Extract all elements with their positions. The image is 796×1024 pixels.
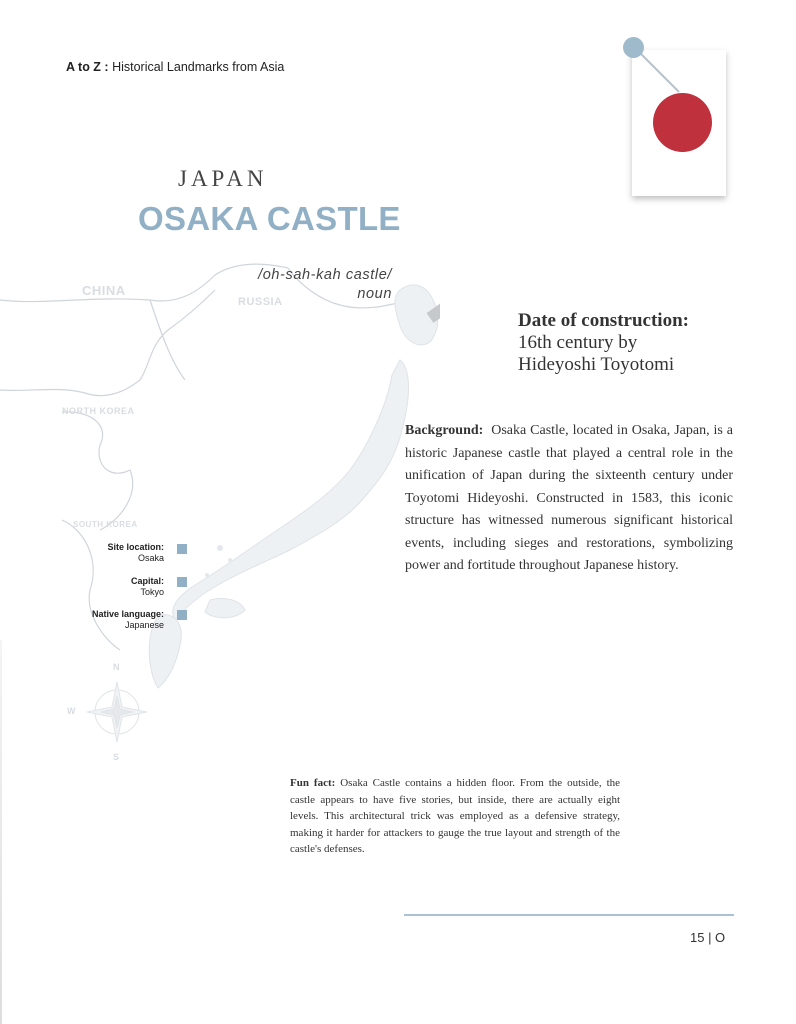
date-line-2: Hideyoshi Toyotomi: [518, 354, 675, 375]
date-line-1: 16th century by: [518, 332, 638, 353]
page-title: OSAKA CASTLE: [138, 200, 401, 237]
fact-capital: [60, 576, 164, 598]
footer-rule: [404, 914, 734, 916]
fact-native-language: [60, 609, 164, 631]
fact-value: Japanese: [124, 620, 164, 630]
fact-label: Site location:: [107, 542, 164, 552]
japan-map: [0, 250, 440, 770]
background-text: Osaka Castle, located in Osaka, Japan, is a historic Japanese castle that played a central role in the unification of Japan during the sixteenth century under Toyotomi Hideyoshi. Constructed in 1583, this iconic structure has witnessed numerous significant historical events, including sieges and restorations, symbolizing power and fortitude throughout Japanese history.: [405, 423, 733, 573]
date-of-construction: [518, 310, 689, 376]
page-edge: [0, 640, 2, 1024]
map-label-russia: RUSSIA: [238, 296, 283, 308]
page-header: [66, 60, 284, 74]
fact-bullet: [177, 577, 187, 587]
fun-fact: [290, 775, 620, 858]
pronunciation: [258, 266, 392, 304]
header-text: Historical Landmarks from Asia: [112, 60, 285, 74]
compass-rose-icon: [87, 682, 147, 742]
map-label-south-korea: SOUTH KOREA: [73, 520, 138, 529]
map-label-china: CHINA: [82, 283, 126, 298]
fact-value: Tokyo: [140, 587, 164, 597]
pushpin-icon: [623, 37, 644, 58]
fact-bullet: [177, 610, 187, 620]
map-label-north-korea: NORTH KOREA: [62, 406, 135, 416]
shikoku: [205, 598, 245, 617]
compass-s: S: [113, 752, 120, 762]
flag-sun: [653, 93, 712, 152]
part-of-speech: noun: [357, 286, 392, 302]
fact-site-location: [60, 542, 164, 564]
fun-fact-label: Fun fact:: [290, 777, 336, 789]
fun-fact-text: Osaka Castle contains a hidden floor. From the outside, the castle appears to have five stories, but inside, there are actually eight levels. This architectural trick was employed as a defensive strategy, making it harder for attackers to gauge the true layout and strength of the castle's defenses.: [290, 777, 621, 855]
fact-label: Native language:: [91, 609, 164, 619]
phonetic: /oh-sah-kah castle/: [258, 267, 392, 283]
compass-w: W: [67, 706, 76, 716]
compass-n: N: [113, 662, 120, 672]
page-number: 15 | O: [690, 930, 726, 945]
fact-value: Osaka: [137, 553, 164, 563]
date-label: Date of construction:: [518, 310, 689, 331]
header-prefix: A to Z :: [66, 60, 109, 74]
fact-label: Capital:: [130, 576, 164, 586]
background-label: Background:: [405, 423, 484, 438]
background-paragraph: [405, 420, 733, 578]
honshu: [173, 360, 409, 620]
fact-bullet: [177, 544, 187, 554]
country-name: JAPAN: [178, 166, 268, 191]
